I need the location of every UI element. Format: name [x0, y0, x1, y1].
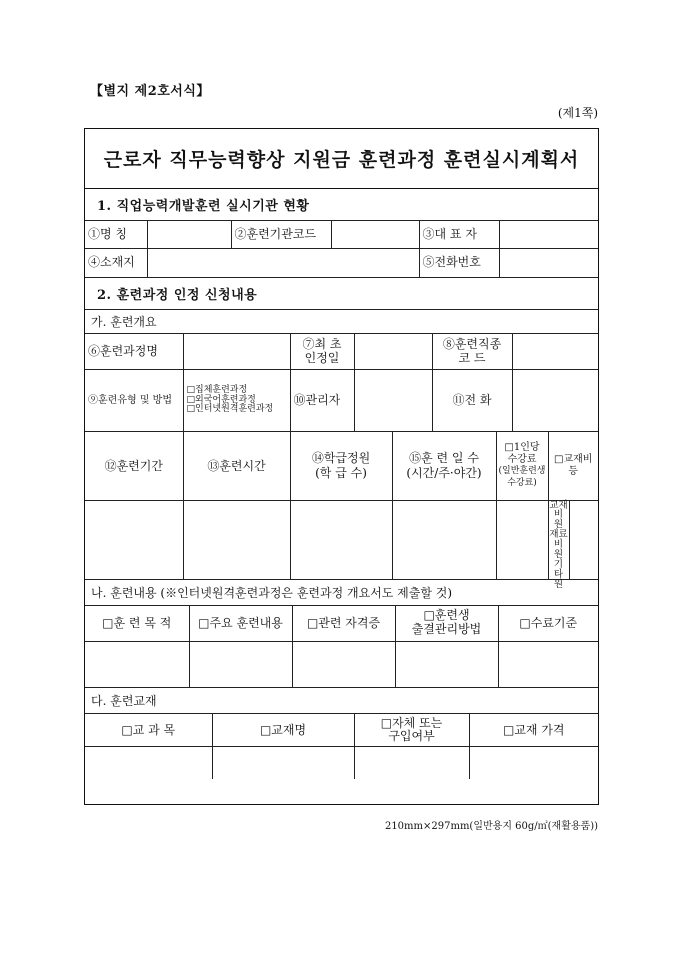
section2-heading: 2. 훈련과정 인정 신청내용	[85, 278, 598, 310]
name-field[interactable]	[147, 221, 231, 248]
capacity-line1: ⑭학급정원	[311, 451, 371, 466]
type-option-foreign[interactable]: □외국어훈련과정	[186, 394, 256, 405]
job-code-field[interactable]	[512, 334, 598, 370]
period-label: ⑫훈련기간	[85, 432, 183, 500]
job-code-line2: 코 드	[458, 351, 486, 366]
mat-won-3: 원	[553, 579, 564, 591]
completion-field[interactable]	[498, 642, 598, 688]
manager-field[interactable]	[354, 370, 432, 432]
content-header-attendance: □훈련생 출결관리방법	[395, 606, 498, 642]
mat-other: 기 타	[553, 559, 564, 581]
mat-won-2: 원	[553, 549, 564, 561]
content-table	[85, 606, 598, 689]
section1-heading: 1. 직업능력개발훈련 실시기관 현황	[85, 189, 598, 221]
contact-phone-field[interactable]	[512, 370, 598, 432]
textbook-table	[85, 714, 598, 779]
textbook-header-source: □자체 또는 구입여부	[354, 714, 469, 746]
code-label: ②훈련기관코드	[231, 221, 331, 248]
days-line2: (시간/주·야간)	[406, 465, 482, 480]
paper-size-note: 210mm×297mm(일반용지 60g/㎡(재활용품))	[384, 821, 598, 832]
content-header-cert: □관련 자격증	[292, 606, 395, 642]
course-name-label: ⑥훈련과정명	[85, 334, 183, 370]
schedule-table	[85, 432, 598, 591]
type-option-group[interactable]: □집체훈련과정	[186, 384, 248, 395]
days-label	[392, 432, 496, 500]
mat-material: 재료비	[549, 529, 568, 551]
main-content-field[interactable]	[189, 642, 292, 688]
material-breakdown	[548, 499, 598, 591]
material-label	[548, 432, 598, 500]
textbook-header-price: □교재 가격	[469, 714, 598, 746]
type-options	[183, 370, 290, 432]
page-number: (제1쪽)	[557, 106, 598, 120]
job-code-label	[432, 334, 512, 370]
period-field[interactable]	[85, 500, 183, 579]
mat-won-1: 원	[553, 519, 564, 531]
phone-label: ⑤전화번호	[419, 248, 499, 277]
days-line1: ⑮훈 련 일 수	[409, 451, 479, 466]
rep-field[interactable]	[499, 221, 598, 248]
first-cert-field[interactable]	[354, 334, 432, 370]
source-field[interactable]	[354, 746, 469, 779]
content-subheading: 나. 훈련내용 (※인터넷원격훈련과정은 훈련과정 개요서도 제출할 것)	[85, 580, 598, 606]
rep-label: ③대 표 자	[419, 221, 499, 248]
overview-subheading: 가. 훈련개요	[85, 310, 598, 334]
fee-line4: 수강료)	[507, 478, 537, 489]
textbook-header-name: □교재명	[212, 714, 354, 746]
content-header-purpose: □훈 련 목 적	[85, 606, 189, 642]
job-code-line1: ⑧훈련직종	[442, 336, 502, 351]
phone-field[interactable]	[499, 248, 598, 277]
first-cert-label	[290, 334, 354, 370]
course-name-field[interactable]	[183, 334, 290, 370]
material-values-field[interactable]	[570, 501, 599, 579]
first-cert-line2: 인정일	[304, 351, 340, 366]
fee-line3: (일반훈련생	[498, 466, 546, 477]
days-field[interactable]	[392, 500, 496, 579]
material-line2: 등	[568, 465, 579, 477]
manager-label: ⑩관리자	[290, 370, 354, 432]
form-number-label: 【별지 제2호서식】	[90, 84, 210, 99]
addr-field[interactable]	[147, 248, 419, 277]
form-title: 근로자 직무능력향상 지원금 훈련과정 훈련실시계획서	[85, 129, 598, 189]
hours-label: ⑬훈련시간	[183, 432, 290, 500]
cert-field[interactable]	[292, 642, 395, 688]
form-frame	[84, 128, 599, 805]
attendance-field[interactable]	[395, 642, 498, 688]
type-option-online[interactable]: □인터넷원격훈련과정	[186, 404, 274, 415]
institution-table	[85, 221, 598, 278]
capacity-field[interactable]	[290, 500, 392, 579]
contact-phone-label: ⑪전 화	[432, 370, 512, 432]
fee-label	[496, 432, 548, 500]
fee-line1: □1인당	[504, 442, 540, 454]
mat-stack	[549, 501, 569, 591]
subject-field[interactable]	[85, 746, 212, 779]
mat-textbook: 교재비	[549, 499, 568, 521]
content-header-main: □주요 훈련내용	[189, 606, 292, 642]
code-field[interactable]	[331, 221, 419, 248]
type-method-label: ⑨훈련유형 및 방법	[85, 370, 183, 432]
addr-label: ④소재지	[85, 248, 147, 277]
hours-field[interactable]	[183, 500, 290, 579]
fee-line2: 수강료	[507, 453, 537, 465]
textbook-subheading: 다. 훈련교재	[85, 688, 598, 714]
textbook-name-field[interactable]	[212, 746, 354, 779]
overview-table	[85, 334, 598, 433]
name-label: ①명 칭	[85, 221, 147, 248]
content-header-completion: □수료기준	[498, 606, 598, 642]
capacity-label	[290, 432, 392, 500]
purpose-field[interactable]	[85, 642, 189, 688]
capacity-line2: (학 급 수)	[315, 465, 367, 480]
material-line1: □교재비	[554, 454, 593, 466]
first-cert-line1: ⑦최 초	[302, 336, 342, 351]
textbook-header-subject: □교 과 목	[85, 714, 212, 746]
price-field[interactable]	[469, 746, 598, 779]
fee-field[interactable]	[496, 500, 548, 579]
material-breakdown-labels	[549, 499, 570, 591]
